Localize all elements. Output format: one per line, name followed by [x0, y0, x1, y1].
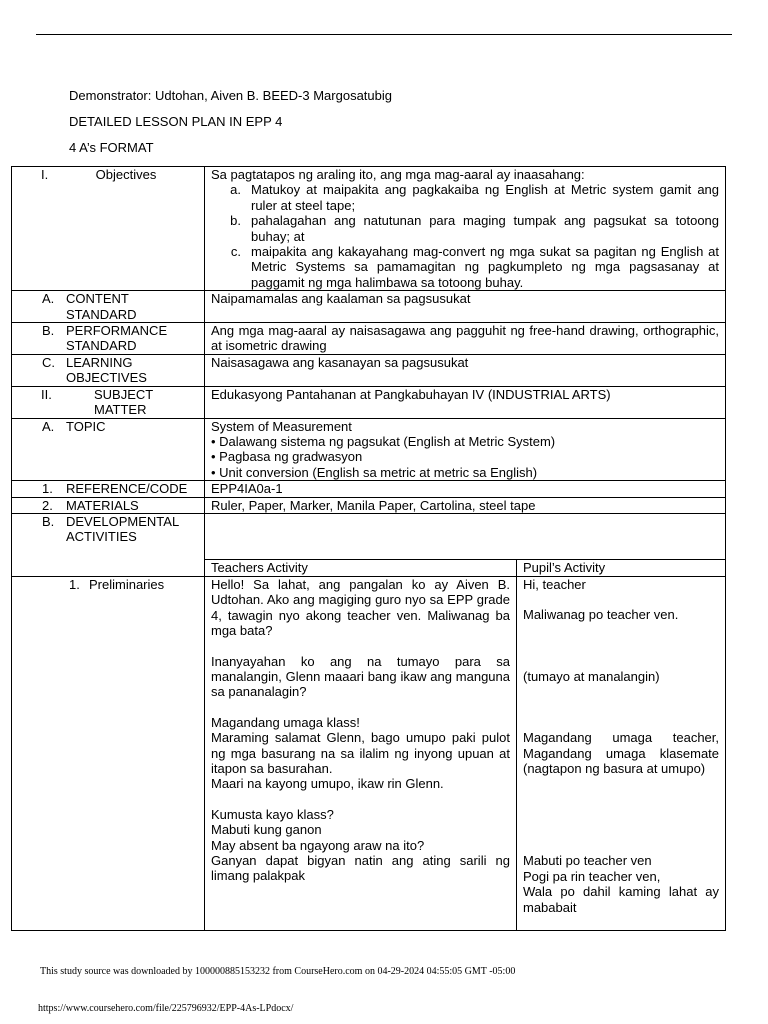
pupil-line: Wala po dahil kaming lahat ay mababait: [523, 884, 720, 915]
topic-line: • Dalawang sistema ng pagsukat (English at Metric System): [211, 433, 556, 449]
objective-item: [211, 213, 719, 244]
teacher-line: May absent ba ngayong araw na ito?: [211, 837, 425, 853]
performance-standard-value: Ang mga mag-aaral ay naisasagawa ang pagguhit ng free-hand drawing, orthographic, at isometric drawing: [205, 323, 726, 355]
teacher-activity-header: Teachers Activity: [205, 559, 517, 576]
teacher-line: Magandang umaga klass!: [211, 714, 360, 730]
topic-line: System of Measurement: [211, 418, 352, 434]
demonstrator-line: Demonstrator: Udtohan, Aiven B. BEED-3 Margosatubig: [69, 88, 392, 103]
row-label: CONTENT STANDARD: [66, 291, 137, 322]
pupil-activity: [517, 576, 726, 930]
topic-row: [12, 418, 726, 481]
teacher-activity: [205, 576, 517, 930]
objective-letter: a.: [230, 182, 241, 198]
teacher-line: Hello! Sa lahat, ang pangalan ko ay Aiven B. Udtohan. Ako ang magiging guro nyo sa EPP grade 4, tawagin nyo akong teacher ven. Maliwanag ba mga bata?: [211, 576, 510, 639]
row-num: C.: [42, 354, 55, 370]
row-num: 2.: [42, 497, 53, 513]
pupil-line: Pogi pa rin teacher ven,: [523, 868, 661, 884]
subject-matter-row: [12, 386, 726, 418]
row-num: B.: [42, 513, 55, 529]
learning-objectives-value: Naisasagawa ang kasanayan sa pagsusukat: [205, 354, 726, 386]
row-num: 1.: [42, 481, 53, 497]
pupil-line: Magandang umaga teacher, Magandang umaga klasemate (nagtapon ng basura at umupo): [523, 730, 720, 776]
objectives-row: [12, 167, 726, 291]
pupil-activity-header: Pupil’s Activity: [517, 559, 726, 576]
topic-line: • Pagbasa ng gradwasyon: [211, 449, 363, 465]
row-num: II.: [41, 386, 52, 402]
learning-objectives-row: [12, 354, 726, 386]
objective-letter: b.: [230, 213, 241, 229]
format-line: 4 A’s FORMAT: [69, 140, 154, 155]
pupil-line: Mabuti po teacher ven: [523, 853, 652, 869]
download-notice: This study source was downloaded by 100000885153232 from CourseHero.com on 04-29-2024 04:55:05 GMT -05:00: [40, 966, 516, 977]
objective-item: [211, 182, 719, 213]
objective-text: maipakita ang kakayahang mag-convert ng mga sukat sa pagitan ng English at Metric Systems sa pamamagitan ng pagkumpleto ng mga pagsasanay at paggamit ng mga halimbawa sa totoong buhay.: [251, 244, 720, 290]
pupil-line: (tumayo at manalangin): [523, 668, 660, 684]
teacher-line: Inanyayahan ko ang na tumayo para sa manalangin, Glenn maaari bang ikaw ang manguna sa pananalagin?: [211, 653, 510, 700]
topic-value: [205, 418, 726, 481]
reference-value: EPP4IA0a-1: [205, 481, 726, 497]
row-label: TOPIC: [66, 418, 106, 434]
row-label: SUBJECT MATTER: [94, 386, 153, 418]
objective-item: [211, 244, 719, 290]
row-label: LEARNING OBJECTIVES: [66, 354, 147, 386]
content-standard-row: [12, 291, 726, 323]
row-num: B.: [42, 323, 55, 339]
row-num: A.: [42, 418, 55, 434]
row-label: DEVELOPMENTAL ACTIVITIES: [66, 513, 179, 545]
lesson-plan-table: [11, 166, 726, 931]
row-label: REFERENCE/CODE: [66, 481, 188, 497]
pupil-line: Maliwanag po teacher ven.: [523, 607, 679, 623]
topic-line: • Unit conversion (English sa metric at metric sa English): [211, 464, 538, 480]
row-num: 1.: [69, 576, 80, 592]
materials-row: [12, 497, 726, 513]
teacher-line: Mabuti kung ganon: [211, 822, 322, 838]
developmental-blank: [205, 513, 726, 559]
reference-row: [12, 481, 726, 497]
row-label: Preliminaries: [89, 576, 165, 592]
source-url[interactable]: https://www.coursehero.com/file/225796932/EPP-4As-LPdocx/: [38, 1003, 294, 1014]
subject-matter-value: Edukasyong Pantahanan at Pangkabuhayan IV (INDUSTRIAL ARTS): [205, 386, 726, 418]
teacher-line: Ganyan dapat bigyan natin ang ating sarili ng limang palakpak: [211, 853, 510, 884]
document-title: DETAILED LESSON PLAN IN EPP 4: [69, 114, 283, 129]
row-label: PERFORMANCE STANDARD: [66, 323, 168, 354]
top-rule: [36, 34, 732, 35]
objectives-num: I.: [41, 167, 49, 182]
objectives-list: [211, 182, 719, 290]
objectives-content-cell: [205, 167, 726, 291]
objectives-label-cell: [12, 167, 205, 291]
objectives-intro: Sa pagtatapos ng araling ito, ang mga mag-aaral ay inaasahang:: [211, 167, 585, 182]
row-label: MATERIALS: [66, 497, 139, 513]
objective-text: pahalagahan ang natutunan para maging tumpak ang pagsukat sa totoong buhay; at: [251, 213, 720, 244]
row-num: A.: [42, 291, 55, 307]
objective-text: Matukoy at maipakita ang pagkakaiba ng English at Metric system gamit ang ruler at steel tape;: [251, 182, 720, 213]
teacher-line: Kumusta kayo klass?: [211, 806, 334, 822]
teacher-line: Maari na kayong umupo, ikaw rin Glenn.: [211, 776, 444, 792]
content-standard-value: Naipamamalas ang kaalaman sa pagsusukat: [205, 291, 726, 323]
objectives-label: Objectives: [95, 167, 157, 182]
performance-standard-row: [12, 323, 726, 355]
preliminaries-row: [12, 576, 726, 930]
teacher-line: Maraming salamat Glenn, bago umupo paki pulot ng mga basurang na sa ilalim ng inyong upuan at itapon sa basurahan.: [211, 730, 510, 776]
materials-value: Ruler, Paper, Marker, Manila Paper, Cartolina, steel tape: [205, 497, 726, 513]
objective-letter: c.: [230, 244, 241, 260]
pupil-line: Hi, teacher: [523, 576, 586, 592]
developmental-row: [12, 513, 726, 559]
